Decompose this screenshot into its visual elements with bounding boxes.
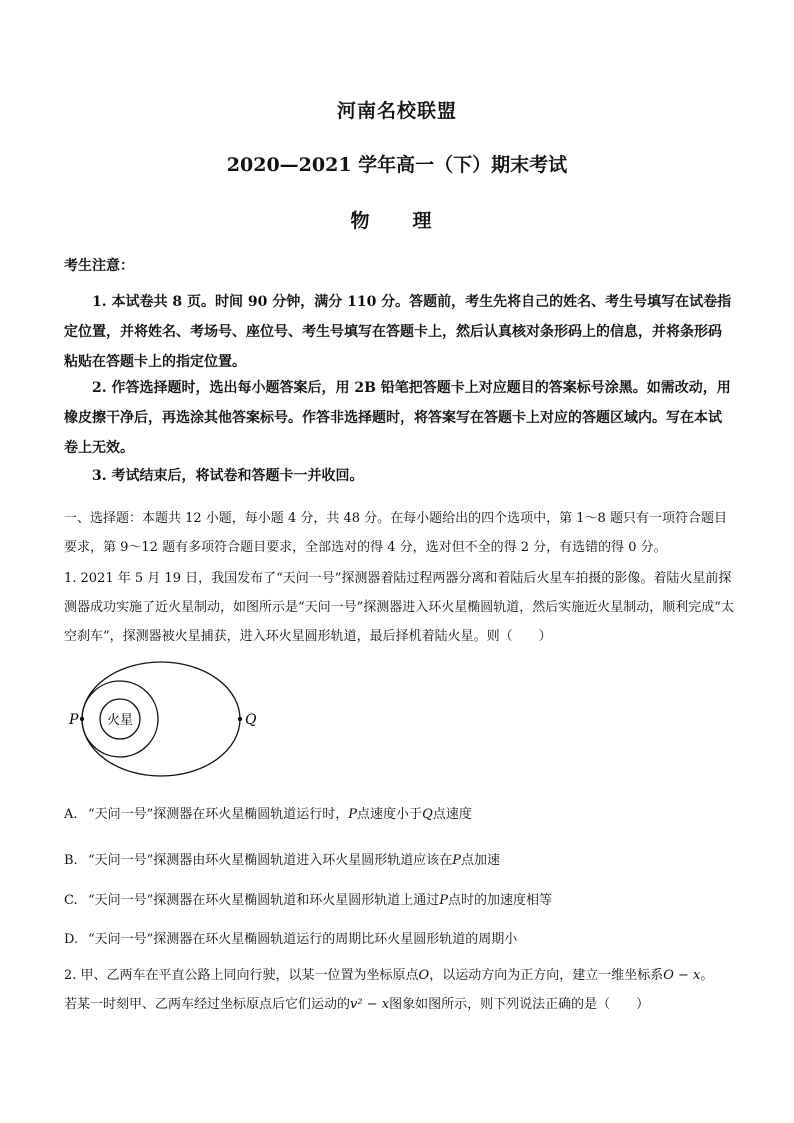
q2-origin-symbol: O [418,968,430,983]
point-q-label: Q [245,712,257,728]
orbit-diagram-svg [62,660,272,780]
option-c-text-1: “天问一号”探测器在环火星椭圆轨道和环火星圆形轨道上通过 [88,893,440,908]
option-c-var-p: P [439,893,449,908]
notice-item-1-text: 1. 本试卷共 8 页。时间 90 分钟，满分 110 分。答题前，考生先将自己的姓名、考生号填写在试卷指定位置，并将姓名、考场号、座位号、考生号填写在答题卡上，然后认真核对条形码上的信息，并将条形码粘贴在答题卡上的指定位置。 [64,294,732,370]
option-b-letter: B. [64,853,78,868]
notice-item-2-text: 2. 作答选择题时，选出每小题答案后，用 2B 铅笔把答题卡上对应题目的答案标号涂黑。如需改动，用橡皮擦干净后，再选涂其他答案标号。作答非选择题时，将答案写在答题卡上对应的答题区域内。写在本试卷上无效。 [64,380,731,456]
option-c-text-2: 点时的加速度相等 [448,893,553,908]
question-1-stem: 1. 2021 年 5 月 19 日，我国发布了“天问一号”探测器着陆过程两器分离和着陆后火星车拍摄的影像。着陆火星前探测器成功实施了近火星制动，如图所示是“天问一号”探测器进入环火星椭圆轨道，然后实施近火星制动，顺利完成“太空刹车”，探测器被火星捕获，进入环火星圆形轨道，最后择机着陆火星。则（ ） [64,571,734,644]
subject-title: 物 理 [350,210,444,232]
notice-item-1 [64,287,734,377]
option-a-text-1: “天问一号”探测器在环火星椭圆轨道运行时， [88,807,349,822]
notice-heading: 考生注意： [64,258,134,274]
orbit-diagram [62,660,272,784]
q2-line2-text-1: 若某一时刻甲、乙两车经过坐标原点后它们运动的 [64,997,351,1012]
point-p-dot [80,717,84,721]
option-a-var-p: P [348,807,358,822]
option-b-var-p: P [452,853,462,868]
elliptical-orbit [82,662,240,776]
option-c[interactable] [64,889,552,908]
q2-graph-symbol: v² − x [350,997,390,1012]
q2-line1-text-2: ，以运动方向为正方向，建立一维坐标系 [429,968,664,983]
point-p-label: P [69,712,79,728]
point-q-dot [238,717,242,721]
q2-line1-text-1: 2. 甲、乙两车在平直公路上同向行驶，以某一位置为坐标原点 [64,968,419,983]
section-intro: 一、选择题：本题共 12 小题，每小题 4 分，共 48 分。在每小题给出的四个选项中，第 1～8 题只有一项符合题目要求，第 9～12 题有多项符合题目要求，全部选对的得 4 分，选对但不全的得 2 分，有选错的得 0 分。 [64,511,727,555]
option-b[interactable] [64,849,500,868]
option-d[interactable] [64,928,517,947]
notice-item-2 [64,373,734,463]
mars-label: 火星 [106,713,134,728]
option-d-text: “天问一号”探测器在环火星椭圆轨道运行的周期比环火星圆形轨道的周期小 [88,932,518,947]
notice-item-3-text: 3. 考试结束后，将试卷和答题卡一并收回。 [92,468,364,484]
q2-line2-text-2: 图象如图所示，则下列说法正确的是（ ） [389,997,650,1012]
option-a[interactable] [64,803,472,822]
option-d-letter: D. [64,932,79,947]
option-a-text-2: 点速度小于 [357,807,423,822]
option-a-text-3: 点速度 [432,807,472,822]
option-a-letter: A. [64,807,78,822]
exam-league-title: 河南名校联盟 [336,100,457,122]
question-2-stem [64,961,734,1019]
notice-item-3 [64,461,734,491]
option-b-text-2: 点加速 [461,853,501,868]
exam-title: 2020—2021 学年高一（下）期末考试 [226,154,568,176]
option-b-text-1: “天问一号”探测器由环火星椭圆轨道进入环火星圆形轨道应该在 [88,853,453,868]
q2-axis-symbol: O − x [663,968,701,983]
option-a-var-q: Q [422,807,433,822]
q2-line1-end: 。 [700,968,714,983]
option-c-letter: C. [64,893,78,908]
